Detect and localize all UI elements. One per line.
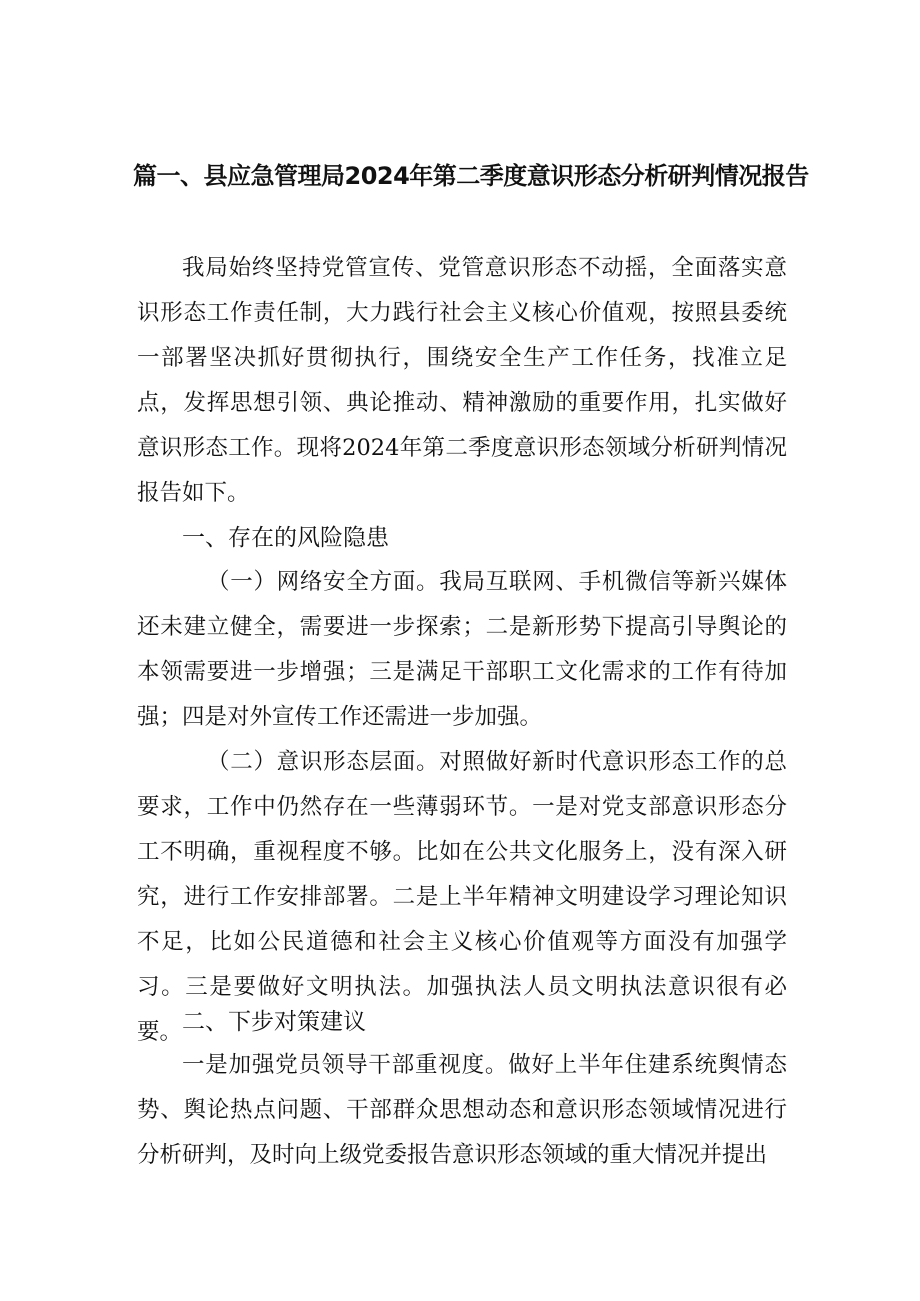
section-heading-risks: 一、存在的风险隐患 xyxy=(182,525,389,551)
section-heading-countermeasures: 二、下步对策建议 xyxy=(182,1009,366,1035)
paragraph-ideology-level: （二）意识形态层面。对照做好新时代意识形态工作的总要求，工作中仍然存在一些薄弱环节。一是对党支部意识形态分工不明确，重视程度不够。比如在公共文化服务上，没有深入研究，进行工作安排部署。二是上半年精神文明建设学习理论知识不足，比如公民道德和社会主义核心价值观等方面没有加强学习。三是要做好文明执法。加强执法人员文明执法意识很有必要。 xyxy=(137,749,787,1045)
document-title: 篇一、县应急管理局2024年第二季度意识形态分析研判情况报告 xyxy=(133,162,809,190)
paragraph-network-security: （一）网络安全方面。我局互联网、手机微信等新兴媒体还未建立健全，需要进一步探索；二是新形势下提高引导舆论的本领需要进一步增强；三是满足干部职工文化需求的工作有待加强；四是对外宣传工作还需进一步加强。 xyxy=(137,569,787,730)
intro-paragraph: 我局始终坚持党管宣传、党管意识形态不动摇，全面落实意识形态工作责任制，大力践行社会主义核心价值观，按照县委统一部署坚决抓好贯彻执行，围绕安全生产工作任务，找准立足点，发挥思想引领、典论推动、精神激励的重要作用，扎实做好意识形态工作。现将2024年第二季度意识形态领域分析研判情况报告如下。 xyxy=(137,255,787,506)
paragraph-countermeasure-one: 一是加强党员领导干部重视度。做好上半年住建系统舆情态势、舆论热点问题、干部群众思想动态和意识形态领域情况进行分析研判，及时向上级党委报告意识形态领域的重大情况并提出 xyxy=(137,1052,787,1168)
